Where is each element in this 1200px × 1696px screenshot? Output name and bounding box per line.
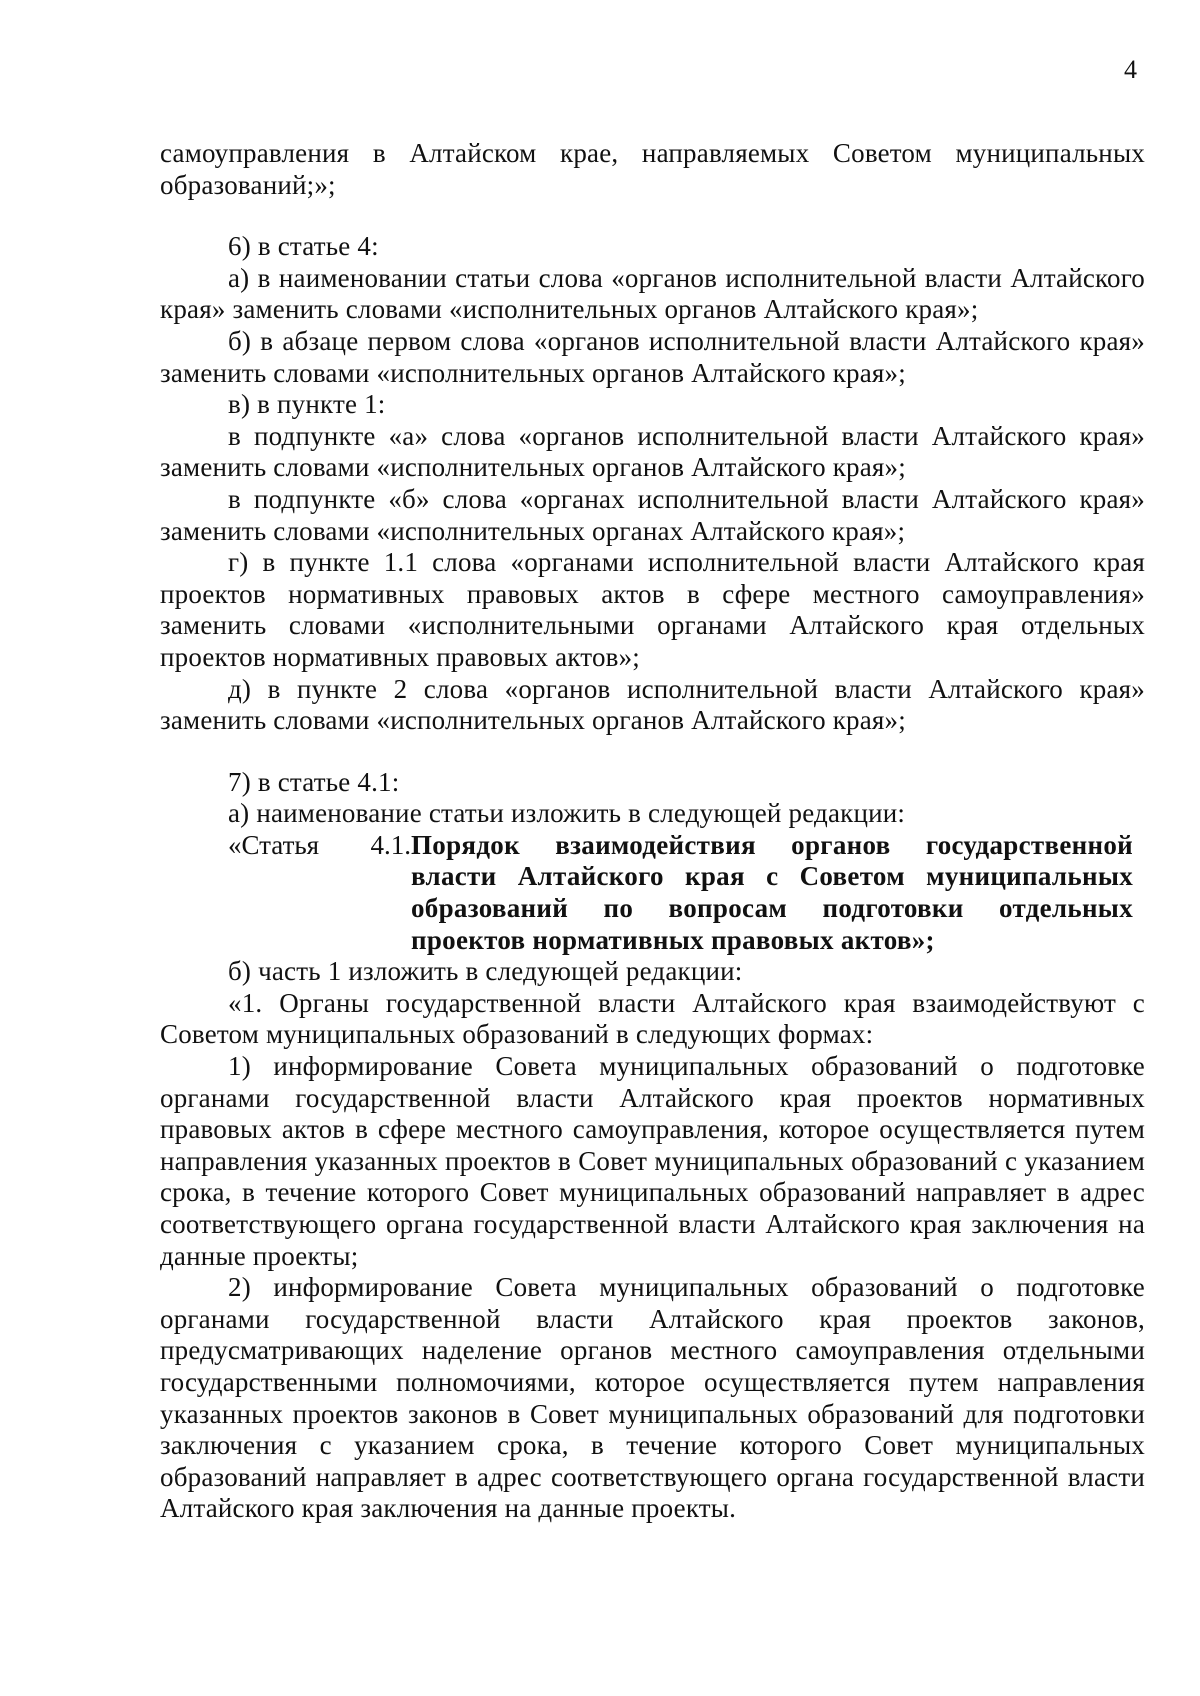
paragraph-item-6d: д) в пункте 2 слова «органов исполнительной власти Алтайского края» заменить словами «исполнительных органов Алтайского края»; xyxy=(160,673,1145,736)
paragraph-subitem-a: в подпункте «а» слова «органов исполнительной власти Алтайского края» заменить словами «исполнительных органов Алтайского края»; xyxy=(160,420,1145,483)
paragraph-subitem-b: в подпункте «б» слова «органах исполнительной власти Алтайского края» заменить словами «исполнительных органах Алтайского края»; xyxy=(160,483,1145,546)
paragraph-item-6a: а) в наименовании статьи слова «органов исполнительной власти Алтайского края» заменить словами «исполнительных органов Алтайского края»; xyxy=(160,262,1145,325)
article-heading xyxy=(160,830,1145,956)
paragraph-item-7b: б) часть 1 изложить в следующей редакции: xyxy=(228,956,743,987)
document-body xyxy=(160,138,1145,1525)
article-heading-prefix xyxy=(160,830,411,862)
page-number: 4 xyxy=(1124,55,1137,84)
paragraph-form-2: 2) информирование Совета муниципальных образований о подготовке органами государственной власти Алтайского края проектов законов, предусматривающих наделение органов местного самоуправления отдельными государственными полномочиями, которое осуществляется путем направления указанных проектов законов в Совет муниципальных образований для подготовки заключения с указанием срока, в течение которого Совет муниципальных образований направляет в адрес соответствующего органа государственной власти Алтайского края заключения на данные проекты. xyxy=(160,1272,1145,1524)
paragraph-item-6v: в) в пункте 1: xyxy=(228,389,386,420)
article-heading-word: «Статья xyxy=(228,829,320,860)
paragraph-item-7: 7) в статье 4.1: xyxy=(228,766,400,797)
paragraph-continuation: самоуправления в Алтайском крае, направляемых Советом муниципальных образований;»; xyxy=(160,138,1145,200)
paragraph-item-6b: б) в абзаце первом слова «органов исполнительной власти Алтайского края» заменить словами «исполнительных органов Алтайского края»; xyxy=(160,325,1145,388)
paragraph-item-6g: г) в пункте 1.1 слова «органами исполнительной власти Алтайского края проектов нормативных правовых актов в сфере местного самоуправления» заменить словами «исполнительными органами Алтайского края отдельных проектов нормативных правовых актов»; xyxy=(160,547,1145,672)
paragraph-part-1: «1. Органы государственной власти Алтайского края взаимодействуют с Советом муниципальных образований в следующих формах: xyxy=(160,987,1145,1050)
article-heading-title: Порядок взаимодействия органов государственной власти Алтайского края с Советом муниципальных образований по вопросам подготовки отдельных проектов нормативных правовых актов»; xyxy=(411,829,1133,955)
paragraph-form-1: 1) информирование Совета муниципальных образований о подготовке органами государственной власти Алтайского края проектов нормативных правовых актов в сфере местного самоуправления, которое осуществляется путем направления указанных проектов в Совет муниципальных образований с указанием срока, в течение которого Совет муниципальных образований направляет в адрес соответствующего органа государственной власти Алтайского края заключения на данные проекты; xyxy=(160,1051,1145,1271)
article-heading-number: 4.1. xyxy=(370,829,411,860)
paragraph-item-7a: а) наименование статьи изложить в следующей редакции: xyxy=(228,798,906,829)
paragraph-item-6: 6) в статье 4: xyxy=(228,231,379,262)
